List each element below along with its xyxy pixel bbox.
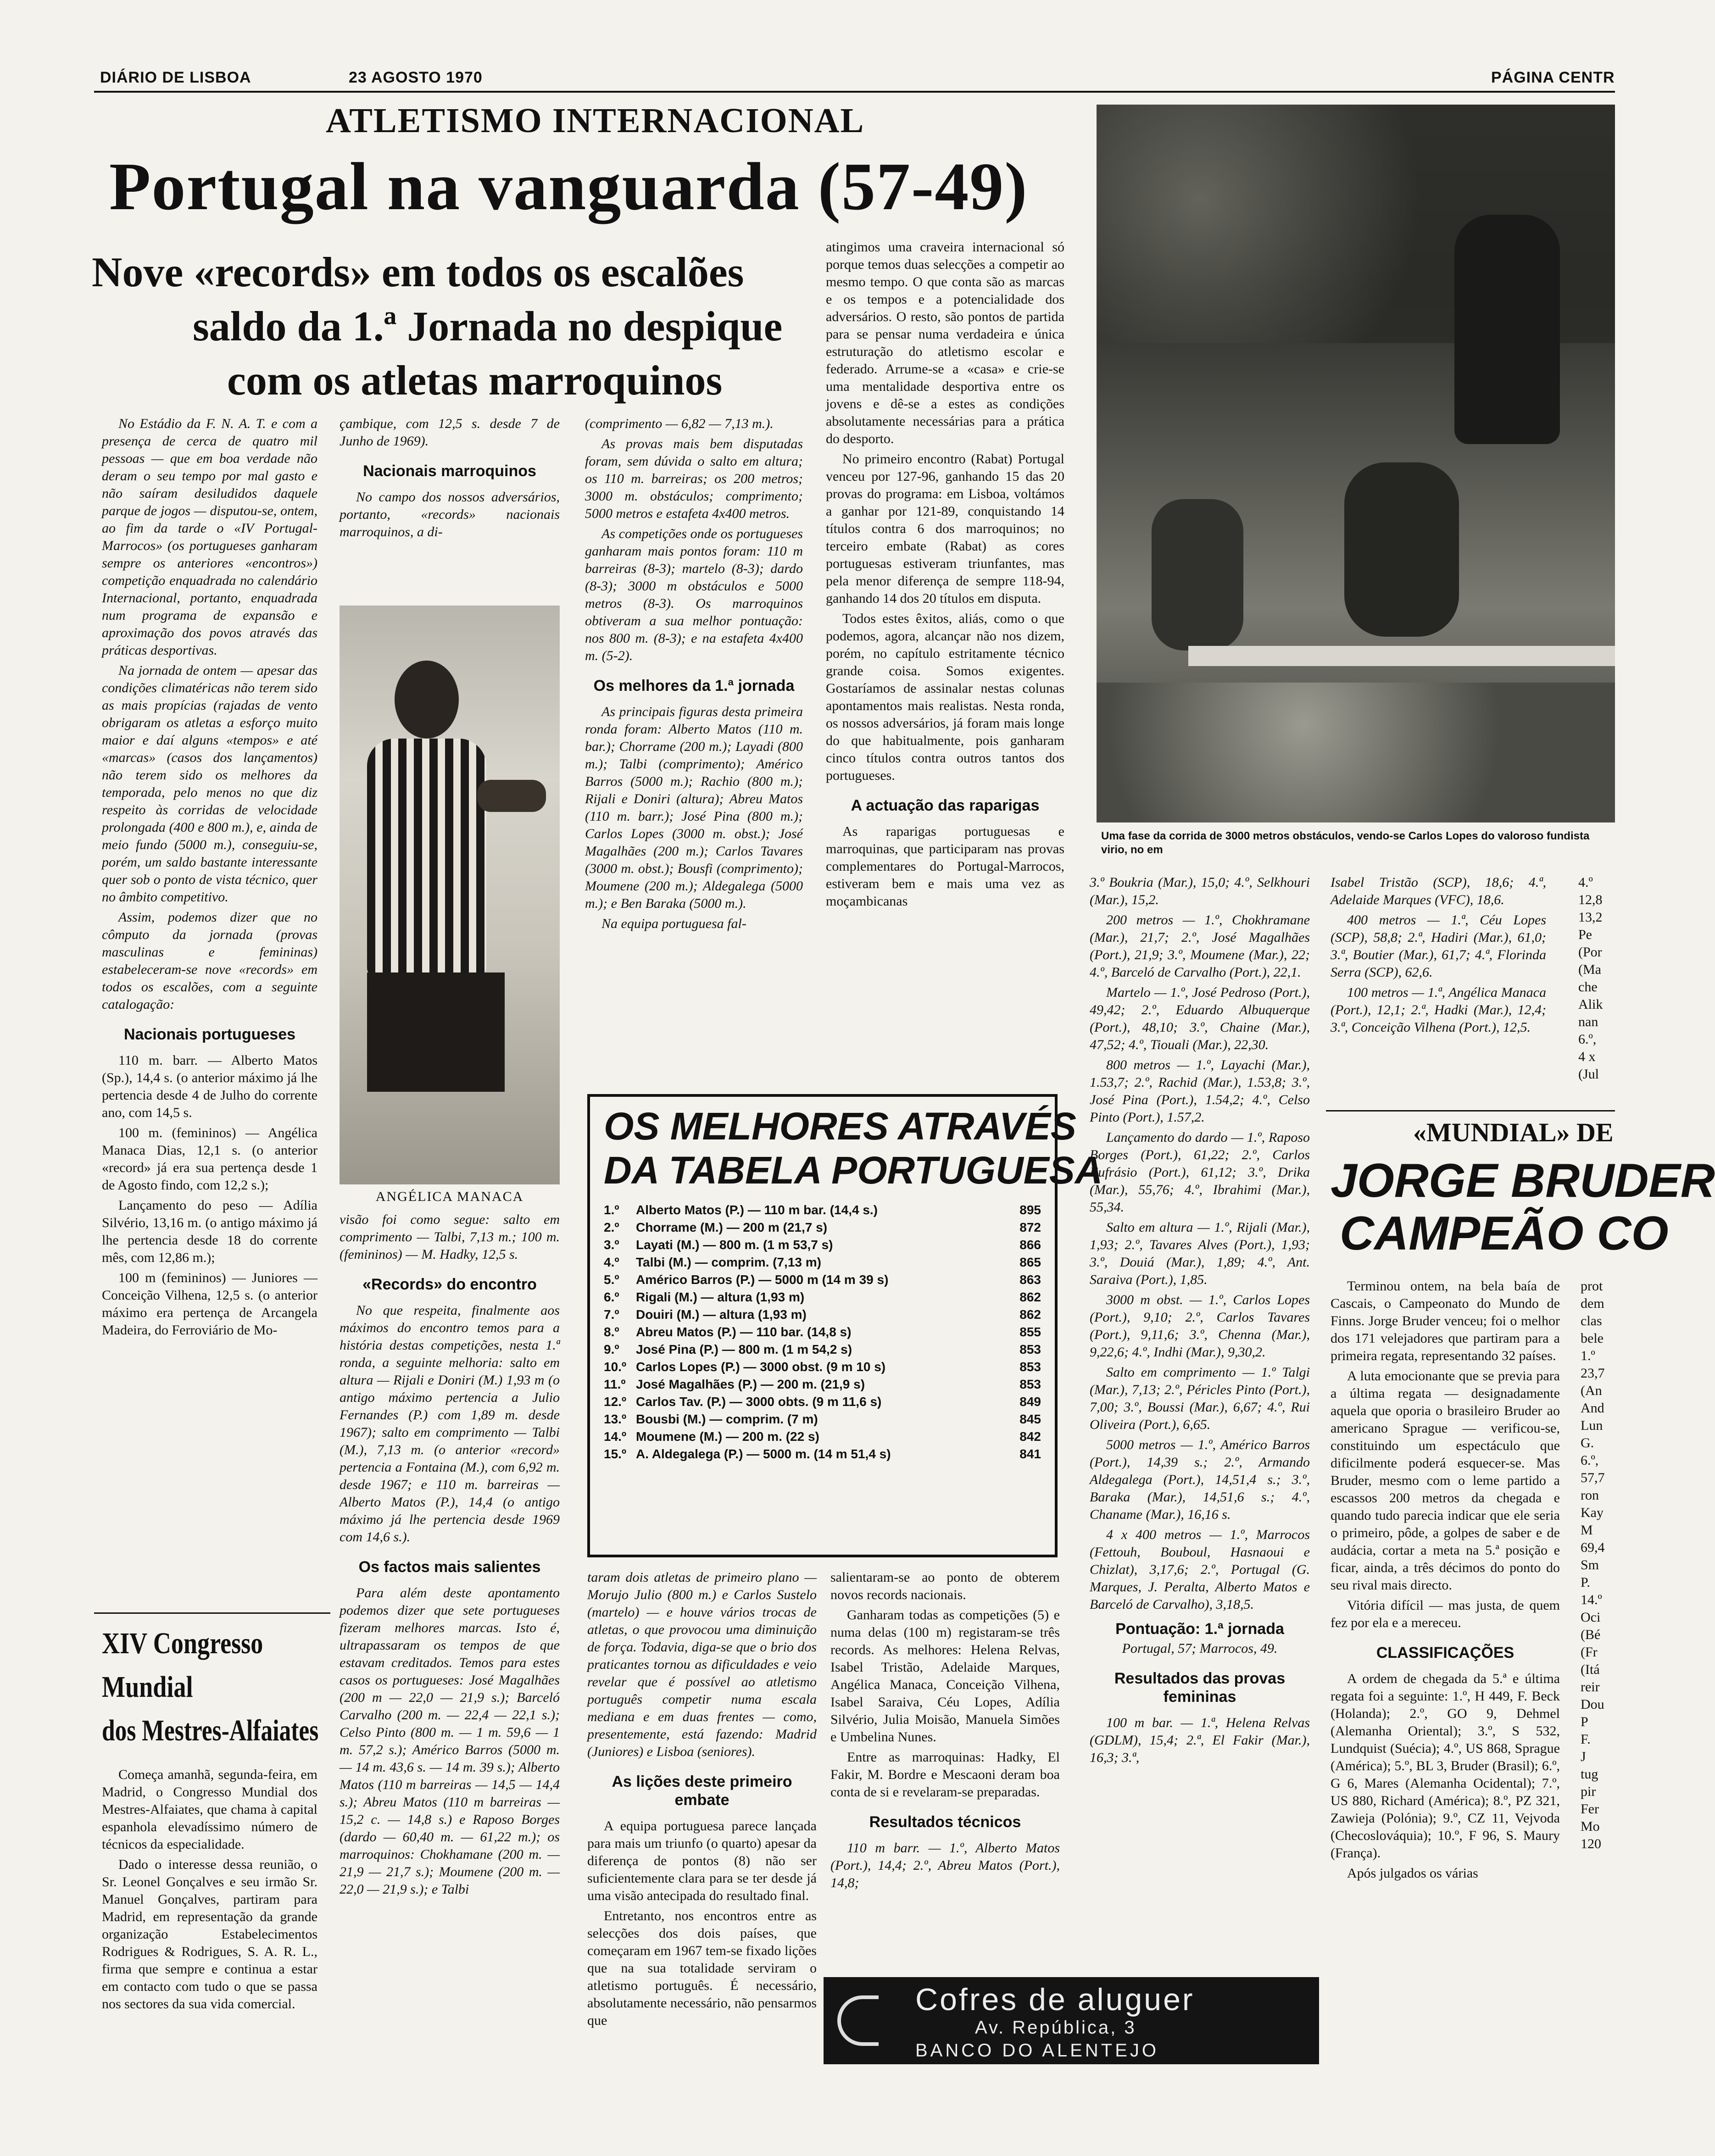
edge-text: 13,2 bbox=[1578, 910, 1603, 925]
ad-line-2: Av. República, 3 bbox=[975, 2017, 1136, 2038]
edge-text: Pe bbox=[1578, 927, 1592, 942]
subhead-factos: Os factos mais salientes bbox=[358, 1558, 541, 1576]
subhead-classificacoes: CLASSIFICAÇÕES bbox=[1376, 1644, 1515, 1661]
ranking-entry: Rigali (M.) — altura (1,93 m) bbox=[636, 1290, 805, 1304]
edge-text: 120 bbox=[1581, 1836, 1601, 1851]
paragraph: 400 metros — 1.ª, Céu Lopes (SCP), 58,8; 2.ª, Hadiri (Mar.), 61,0; 3.ª, Boutier (Mar.), 61,7; 4.ª, Florinda Serra (SCP), 62,6. bbox=[1331, 912, 1546, 980]
edge-text: Dou bbox=[1581, 1697, 1604, 1712]
subhead-records-encontro: «Records» do encontro bbox=[362, 1276, 537, 1293]
mundial-headline-1: JORGE BRUDER bbox=[1331, 1154, 1715, 1207]
mundial-headline-2: CAMPEÃO CO bbox=[1340, 1207, 1669, 1260]
ranking-position: 7.º bbox=[604, 1307, 619, 1322]
edge-text: Lun bbox=[1581, 1418, 1603, 1433]
subhead-femininas: Resultados das provas femininas bbox=[1114, 1670, 1286, 1706]
runner-shape bbox=[1344, 462, 1459, 637]
ranking-points: 862 bbox=[1019, 1307, 1041, 1322]
edge-text: dem bbox=[1581, 1296, 1604, 1311]
paragraph: çambique, com 12,5 s. desde 7 de Junho de 1969). bbox=[340, 416, 560, 449]
ranking-entry: Abreu Matos (P.) — 110 bar. (14,8 s) bbox=[636, 1325, 852, 1339]
paragraph: A ordem de chegada da 5.ª e última regata foi a seguinte: 1.º, H 449, F. Beck (Holanda); 2.º, GO 9, Dehmel (Alemanha Oriental); 3.º, S 532, Lundquist (Suécia); 4.º, US 868, Sprague (América); 5.º, BL 3, Bruder (Brasil); 6.º, G 6, Mares (Alemanha Ocidental); 7.º, US 880, Richard (América); 8.º, PZ 321, Zawieja (Polónia); 9.º, CZ 11, Vejvoda (Checoslováquia); 10.º, F 96, S. Maury (França). bbox=[1331, 1671, 1560, 1861]
edge-text: (An bbox=[1581, 1383, 1602, 1398]
edge-text: J bbox=[1581, 1749, 1586, 1764]
edge-text: clas bbox=[1581, 1313, 1602, 1328]
paragraph: Começa amanhã, segunda-feira, em Madrid, o Congresso Mundial dos Mestres-Alfaiates, que chama à capital espanhola elevadíssimo número de técnicos da especialidade. bbox=[102, 1767, 317, 1852]
runner-shape bbox=[1152, 499, 1243, 650]
ranking-entry: Bousbi (M.) — comprim. (7 m) bbox=[636, 1412, 818, 1426]
ranking-title-1: OS MELHORES ATRAVÉS bbox=[604, 1105, 1076, 1148]
ranking-row bbox=[604, 1201, 1041, 1219]
paragraph: Na equipa portuguesa fal- bbox=[601, 916, 746, 931]
column-6 bbox=[1331, 874, 1546, 1039]
paragraph: Isabel Tristão (SCP), 18,6; 4.ª, Adelaide Marques (VFC), 18,6. bbox=[1331, 875, 1546, 907]
ranking-points: 842 bbox=[1019, 1429, 1041, 1444]
paragraph: No que respeita, finalmente aos máximos do encontro temos para a história destas competições, nesta 1.ª ronda, a seguinte melhoria: salto em altura — Rijali e Doniri (M.) 1,93 m (o antigo máximo pertencia a Julio Fernandes (P.) com 1,89 m. desde 1967); salto em comprimento — Talbi (M.), 7,13 m. (o anterior «record» pertencia a Fontaina (M.), com 6,92 m. desde 1967; e 110 m. barreiras — Alberto Matos (P.), 14,4 (o antigo máximo já lhe pertencia desde 1969 com 14,6 s.). bbox=[340, 1303, 560, 1545]
article-deck-3: com os atletas marroquinos bbox=[227, 357, 723, 404]
ranking-points: 853 bbox=[1019, 1342, 1041, 1356]
paragraph: Assim, podemos dizer que no cômputo da jornada (provas masculinas e femininas) estabeleceram-se nove «records» em todos os escalões, com a seguinte catalogação: bbox=[102, 910, 317, 1012]
paragraph: taram dois atletas de primeiro plano — Morujo Julio (800 m.) e Carlos Sustelo (martelo) — e houve vários trocas de atletas, o que provocou uma diminuição de força. Todavia, diga-se que o brio dos praticantes tornou as dificuldades e veio revelar que é possível ao atletismo português competir numa escala mediana e em duas frentes — como, presentemente, está fazendo: Madrid (Juniores) e Lisboa (seniores). bbox=[587, 1570, 817, 1759]
paragraph: Martelo — 1.º, José Pedroso (Port.), 49,42; 2.º, Eduardo Albuquerque (Port.), 48,10; 3.º, Chaine (Mar.), 47,52; 4.º, Tiouali (Mar.), 22,30. bbox=[1090, 985, 1310, 1052]
subhead-nacionais-portugueses: Nacionais portugueses bbox=[123, 1026, 296, 1043]
edge-text: Fer bbox=[1581, 1801, 1599, 1817]
paragraph: As principais figuras desta primeira ronda foram: Alberto Matos (110 m. bar.); Chorrame (200 m.); Layadi (800 m.); Talbi (comprimento); Américo Barros (5000 m.); Rachio (800 m.); Rijali e Doniri (altura); Abreu Matos (110 m. barr.); José Pina (800 m.); Carlos Lopes (3000 m. obst.); José Magalhães (200 m.); Carlos Tavares (3000 m. obst.); Bousfi (comprimento); Moumene (200 m.); Aldegalega (5000 m.); e Ben Baraka (5000 m.). bbox=[585, 704, 803, 911]
paragraph: 200 metros — 1.º, Chokhramane (Mar.), 21,7; 2.º, José Magalhães (Port.), 21,9; 3.º, Moumene (Mar.), 22; 4.º, Barceló de Carvalho (Port.), 22,1. bbox=[1090, 912, 1310, 980]
athlete-head bbox=[395, 661, 459, 739]
paragraph: 110 m. barr. — Alberto Matos (Sp.), 14,4 s. (o anterior máximo já lhe pertencia desde 4 de Julho do corrente ano, com 14,5 s. bbox=[102, 1053, 317, 1120]
steeplechase-photo-caption: Uma fase da corrida de 3000 metros obstáculos, vendo-se Carlos Lopes do valoroso fundista virio, no em bbox=[1101, 830, 1590, 856]
column-2 bbox=[340, 415, 560, 544]
edge-text: F. bbox=[1581, 1732, 1591, 1747]
column-3 bbox=[585, 415, 803, 935]
ranking-points: 845 bbox=[1019, 1412, 1041, 1426]
article-deck-1: Nove «records» em todos os escalões bbox=[92, 249, 744, 295]
ranking-position: 3.º bbox=[604, 1238, 619, 1252]
edge-text: P bbox=[1581, 1714, 1588, 1729]
edge-text: ron bbox=[1581, 1488, 1599, 1503]
edge-text: M bbox=[1581, 1523, 1593, 1538]
ranking-entry: Layati (M.) — 800 m. (1 m 53,7 s) bbox=[636, 1238, 833, 1252]
paragraph: 3000 m obst. — 1.º, Carlos Lopes (Port.), 9,10; 2.º, Carlos Tavares (Port.), 9,11,6; 3.º, Chenna (Mar.), 9,22,6; 4.º, Indhi (Mar.), 9,30,2. bbox=[1090, 1292, 1310, 1360]
athlete-photo bbox=[340, 606, 560, 1184]
edge-text: 14.º bbox=[1581, 1592, 1602, 1607]
ranking-points: 841 bbox=[1019, 1447, 1041, 1461]
mundial-rule bbox=[1326, 1110, 1615, 1111]
page-section: PÁGINA CENTR bbox=[1491, 69, 1615, 86]
paragraph: A luta emocionante que se previa para a última regata — designadamente aquela que oporia o brasileiro Bruder ao americano Sprague — verificou-se, constituindo um espectáculo que dificilmente poderá esquecer-se. Mas Bruder, mesmo com o leme partido a escassos 200 metros da chegada e quando tudo parecia indicar que ele seria o primeiro, pôde, a golpes de saber e de audácia, cortar a meta na 5.ª posição e ficar, ainda, a três décimos do ponto do seu rival mais directo. bbox=[1331, 1368, 1560, 1593]
paragraph: Após julgados os várias bbox=[1347, 1866, 1478, 1881]
ranking-row bbox=[604, 1445, 1041, 1463]
ranking-row bbox=[604, 1376, 1041, 1393]
paragraph: Ganharam todas as competições (5) e numa delas (100 m) registaram-se três records. As melhores: Helena Relvas, Isabel Tristão, Adelaide Marques, Angélica Manaca, Conceição Vilhena, Isabel Saraiva, Céu Lopes, Adília Silvério, Julia Moisão, Manuela Simões e Umbelina Nunes. bbox=[830, 1607, 1060, 1745]
ranking-points: 862 bbox=[1019, 1290, 1041, 1304]
ranking-points: 866 bbox=[1019, 1238, 1041, 1252]
paragraph: Na jornada de ontem — apesar das condições climatéricas não terem sido as mais propícias (rajadas de vento obrigaram os atletas a esforço muito maior e daí alguns «tempos» e até «marcas» (casos dos lançamentos) não terem sido os melhores da temporada, pelo menos no que diz respeito às corridas de velocidade prolongada (400 e 800 m.), e, ainda de meio fundo (5000 m.), conseguiu-se, porém, um saldo bastante interessante quer sob o ponto de vista técnico, quer no âmbito competitivo. bbox=[102, 663, 317, 905]
mundial-column bbox=[1331, 1278, 1560, 1885]
ranking-position: 8.º bbox=[604, 1325, 619, 1339]
ranking-row bbox=[604, 1254, 1041, 1271]
edge-text: nan bbox=[1578, 1014, 1598, 1029]
ranking-position: 13.º bbox=[604, 1412, 627, 1426]
edge-text: Sm bbox=[1581, 1557, 1599, 1573]
ranking-points: 853 bbox=[1019, 1360, 1041, 1374]
paragraph: 100 m bar. — 1.ª, Helena Relvas (GDLM), 15,4; 2.ª, El Fakir (Mar.), 16,3; 3.ª, bbox=[1090, 1715, 1310, 1765]
athlete-arm bbox=[477, 780, 546, 812]
ranking-position: 2.º bbox=[604, 1220, 619, 1234]
edge-text: (Fr bbox=[1581, 1645, 1598, 1660]
athlete-skirt bbox=[367, 972, 505, 1092]
edge-text: tug bbox=[1581, 1767, 1598, 1782]
ranking-points: 895 bbox=[1019, 1203, 1041, 1217]
ranking-entry: José Magalhães (P.) — 200 m. (21,9 s) bbox=[636, 1377, 865, 1391]
header-rule bbox=[94, 91, 1615, 93]
ranking-row bbox=[604, 1393, 1041, 1411]
ranking-points: 865 bbox=[1019, 1255, 1041, 1269]
paragraph: As competições onde os portugueses ganharam mais pontos foram: 110 m barreiras (8-3); martelo (8-3); dardo (8-3); 3000 m obstáculos e 5000 metros (8-3). Os marroquinos obtiveram a sua melhor pontuação: nos 800 m. (8-3); e na estafeta 4x400 m. (5-2). bbox=[585, 526, 803, 663]
paragraph: Lançamento do peso — Adília Silvério, 13,16 m. (o antigo máximo já lhe pertencia desde 18 do corrente mês, com 12,86 m.); bbox=[102, 1198, 317, 1265]
paragraph: Portugal, 57; Marrocos, 49. bbox=[1122, 1641, 1278, 1656]
xiv-box-rule bbox=[94, 1612, 330, 1614]
ranking-row bbox=[604, 1236, 1041, 1254]
issue-date: 23 AGOSTO 1970 bbox=[349, 69, 483, 86]
ranking-row bbox=[604, 1341, 1041, 1358]
edge-fragments-top bbox=[1578, 874, 1615, 1083]
ranking-points: 863 bbox=[1019, 1272, 1041, 1287]
ad-line-1: Cofres de aluguer bbox=[915, 1982, 1195, 2017]
paragraph: 4 x 400 metros — 1.º, Marrocos (Fettouh, Bouboul, Hasnaoui e Chizlat), 3,17,6; 2.º, Portugal (G. Marques, J. Peralta, Alberto Matos e Barceló de Carvalho), 3,18,5. bbox=[1090, 1527, 1310, 1612]
ranking-points: 855 bbox=[1019, 1325, 1041, 1339]
column-4-lower bbox=[830, 1569, 1060, 1895]
edge-text: (Ma bbox=[1578, 962, 1601, 977]
article-headline: Portugal na vanguarda (57-49) bbox=[109, 149, 1028, 224]
paragraph: As provas mais bem disputadas foram, sem dúvida o salto em altura; os 110 m. barreiras; os 200 metros; 3000 m. obstáculos; comprimento; 5000 metros e estafeta 4x400 metros. bbox=[585, 436, 803, 521]
edge-text: pir bbox=[1581, 1784, 1596, 1799]
paragraph: Terminou ontem, na bela baía de Cascais, o Campeonato do Mundo de Finns. Jorge Bruder venceu; foi o melhor dos 171 velejadores que partiram para a primeira regata, representando 32 países. bbox=[1331, 1278, 1560, 1363]
ranking-entry: A. Aldegalega (P.) — 5000 m. (14 m 51,4 s) bbox=[636, 1447, 891, 1461]
ranking-entry: Carlos Tav. (P.) — 3000 obts. (9 m 11,6 s) bbox=[636, 1395, 882, 1409]
ranking-position: 4.º bbox=[604, 1255, 619, 1269]
edge-text: Kay bbox=[1581, 1505, 1604, 1520]
ranking-entry: Carlos Lopes (P.) — 3000 obst. (9 m 10 s) bbox=[636, 1360, 886, 1374]
edge-text: (Itá bbox=[1581, 1662, 1600, 1677]
ranking-entry: Douiri (M.) — altura (1,93 m) bbox=[636, 1307, 807, 1322]
column-2-continued bbox=[340, 1211, 560, 1901]
ranking-row bbox=[604, 1306, 1041, 1323]
ranking-box bbox=[587, 1094, 1103, 1557]
paragraph: A equipa portuguesa parece lançada para mais um triunfo (o quarto) apesar da diferença de pontos (8) não ser suficientemente clara para se ter desde já uma visão antecipada do resultado final. bbox=[587, 1818, 817, 1903]
edge-text: Alik bbox=[1578, 997, 1603, 1012]
edge-text: (Por bbox=[1578, 945, 1602, 960]
edge-text: 6.º, bbox=[1581, 1453, 1599, 1468]
paragraph: Salto em altura — 1.º, Rijali (Mar.), 1,93; 2.º, Tavares Alves (Port.), 1,93; 3.º, Douiá (Mar.), 1,89; 4.º, Ant. Saraiva (Port.), 1,85. bbox=[1090, 1220, 1310, 1287]
edge-text: (Bé bbox=[1581, 1627, 1601, 1642]
ranking-row bbox=[604, 1219, 1041, 1236]
xiv-title-1: XIV Congresso bbox=[102, 1627, 263, 1660]
subhead-melhores: Os melhores da 1.ª jornada bbox=[593, 677, 795, 695]
ranking-title-2: DA TABELA PORTUGUESA bbox=[604, 1149, 1103, 1192]
ranking-entry: Américo Barros (P.) — 5000 m (14 m 39 s) bbox=[636, 1272, 889, 1287]
edge-text: che bbox=[1578, 979, 1598, 995]
ranking-position: 9.º bbox=[604, 1342, 619, 1356]
ranking-entry: Talbi (M.) — comprim. (7,13 m) bbox=[636, 1255, 821, 1269]
ranking-row bbox=[604, 1358, 1041, 1376]
ranking-row bbox=[604, 1411, 1041, 1428]
ranking-position: 12.º bbox=[604, 1395, 627, 1409]
ranking-position: 10.º bbox=[604, 1360, 627, 1374]
ranking-table bbox=[604, 1201, 1041, 1463]
edge-text: 57,7 bbox=[1581, 1470, 1605, 1485]
photo-caption-angelica: ANGÉLICA MANACA bbox=[375, 1189, 524, 1204]
bank-logo-icon bbox=[837, 1995, 879, 2046]
ranking-entry: Moumene (M.) — 200 m. (22 s) bbox=[636, 1429, 819, 1444]
edge-text: G. bbox=[1581, 1435, 1594, 1450]
ranking-entry: Chorrame (M.) — 200 m (21,7 s) bbox=[636, 1220, 828, 1234]
paragraph: No primeiro encontro (Rabat) Portugal venceu por 127-96, ganhando 15 das 20 provas do programa: em Lisboa, voltámos a ganhar por 121-89, conquistando 14 títulos contra 6 dos marroquinos; no terceiro embate (Rabat) as cores portuguesas estiveram triunfantes, mas pela menor diferença de sempre 118-94, ganhando 14 dos 20 títulos em disputa. bbox=[826, 451, 1064, 606]
paragraph: salientaram-se ao ponto de obterem novos records nacionais. bbox=[830, 1570, 1060, 1602]
ranking-entry: José Pina (P.) — 800 m. (1 m 54,2 s) bbox=[636, 1342, 852, 1356]
edge-text: reir bbox=[1581, 1679, 1600, 1695]
ranking-position: 15.º bbox=[604, 1447, 627, 1461]
ad-line-3: BANCO DO ALENTEJO bbox=[915, 2040, 1159, 2061]
paragraph: Para além deste apontamento podemos dizer que sete portugueses fizeram melhores marcas. Isto é, ultrapassaram os tempos de que estavam creditados. Temos para estes casos os portugueses: José Magalhães (200 m — 22,0 — 21,9 s.); Barceló Carvalho (200 m. — 22,4 — 22,1 s.); Celso Pinto (800 m. — 1 m. 59,6 — 1 m. 57,2 s.); Américo Barros (5000 m. — 14 m. 43,6 s. — 14 m. 39 s.); Alberto Matos (110 m barreiras — 14,5 — 14,4 s.); Abreu Matos (110 m barreiras — 15,2 c. — 14,8 s.) e Raposo Borges (dardo — 60,40 m. — 61,22 m.); os marroquinos: Chokhamane (200 m. — 21,9 — 21,7 s.); Moumene (200 m. — 22,0 — 21,9 s.); e Talbi bbox=[340, 1585, 560, 1897]
paragraph: Salto em comprimento — 1.º Talgi (Mar.), 7,13; 2.º, Péricles Pinto (Port.), 7,00; 3.º, Boussi (Mar.), 6,67; 4.º, Rui Oliveira (Port.), 6,65. bbox=[1090, 1365, 1310, 1432]
paragraph: 100 m. (femininos) — Angélica Manaca Dias, 12,1 s. (o anterior «record» já era sua pertença desde 1 de Agosto findo, com 12,2 s.); bbox=[102, 1125, 317, 1193]
subhead-nacionais-marroquinos: Nacionais marroquinos bbox=[363, 462, 536, 480]
edge-text: 4.º bbox=[1578, 875, 1593, 890]
paragraph: As raparigas portuguesas e marroquinas, que participaram nas provas complementares do Portugal-Marrocos, estiveram bem e mais uma vez as moçambicanas bbox=[826, 824, 1064, 909]
column-4 bbox=[826, 239, 1064, 913]
ranking-points: 853 bbox=[1019, 1377, 1041, 1391]
bank-advertisement bbox=[824, 1977, 1319, 2064]
edge-text: 69,4 bbox=[1581, 1540, 1605, 1555]
mundial-kicker: «MUNDIAL» DE bbox=[1413, 1117, 1614, 1147]
xiv-title-2: Mundial bbox=[102, 1670, 193, 1704]
edge-text: And bbox=[1581, 1400, 1604, 1416]
edge-text: 23,7 bbox=[1581, 1366, 1605, 1381]
ranking-position: 6.º bbox=[604, 1290, 619, 1304]
edge-text: prot bbox=[1581, 1278, 1603, 1294]
ranking-position: 5.º bbox=[604, 1272, 619, 1287]
edge-text: 12,8 bbox=[1578, 892, 1603, 907]
subhead-raparigas: A actuação das raparigas bbox=[851, 797, 1040, 814]
xiv-column bbox=[102, 1766, 317, 2016]
subhead-licoes: As lições deste primeiro embate bbox=[612, 1773, 792, 1809]
paragraph: 100 metros — 1.ª, Angélica Manaca (Port.), 12,1; 2.ª, Hadki (Mar.), 12,4; 3.ª, Conceição Vilhena (Port.), 12,5. bbox=[1331, 985, 1546, 1035]
ranking-row bbox=[604, 1289, 1041, 1306]
paragraph: 110 m barr. — 1.º, Alberto Matos (Port.), 14,4; 2.º, Abreu Matos (Port.), 14,8; bbox=[830, 1840, 1060, 1890]
steeplechase-photo bbox=[1097, 105, 1615, 822]
paragraph: 5000 metros — 1.º, Américo Barros (Port.), 14,39 s.; 2.º, Armando Aldegalega (Port.), 14,51,4 s.; 3.º, Baraka (Mar.), 14,51,6 s.; 4.º, Chaname (Mar.), 16,16 s. bbox=[1090, 1437, 1310, 1522]
edge-text: 1.º bbox=[1581, 1348, 1595, 1363]
subhead-pontuacao: Pontuação: 1.ª jornada bbox=[1115, 1620, 1284, 1638]
paragraph: Lançamento do dardo — 1.º, Raposo Borges (Port.), 61,22; 2.º, Carlos Eufrásio (Port.), 61,12; 3.º, Drika (Mar.), 55,76; 4.º, Ibrahimi (Mar.), 55,34. bbox=[1090, 1130, 1310, 1215]
paragraph: Entre as marroquinas: Hadky, El Fakir, M. Bordre e Mescaoni deram boa conta de si e revelaram-se preparadas. bbox=[830, 1750, 1060, 1800]
steeplechase-barrier bbox=[1188, 646, 1615, 666]
paragraph: No Estádio da F. N. A. T. e com a presença de cerca de quatro mil pessoas — que em boa verdade não deram o seu tempo por mal gasto e não saíram desiludidos daquele parque de jogos — disputou-se, ontem, ao fim da tarde o «IV Portugal-Marrocos» (os portugueses ganharam sempre os anteriores «encontros») competição enquadrada no calendário Internacional, portanto, enquadrada num programa de expansão e aproximação dos povos através das práticas desportivas. bbox=[102, 416, 317, 658]
ranking-points: 872 bbox=[1019, 1220, 1041, 1234]
water-pit bbox=[1097, 683, 1615, 822]
ranking-entry: Alberto Matos (P.) — 110 m bar. (14,4 s.) bbox=[636, 1203, 878, 1217]
paragraph: (comprimento — 6,82 — 7,13 m.). bbox=[585, 416, 774, 431]
paragraph: 100 m (femininos) — Juniores — Conceição Vilhena, 12,5 s. (o anterior máximo era pertença de Arcangela Madeira, do Ferroviário de Mo- bbox=[102, 1270, 317, 1338]
edge-fragments-bottom bbox=[1581, 1278, 1615, 1853]
column-1 bbox=[102, 415, 317, 1342]
paragraph: Dado o interesse dessa reunião, o Sr. Leonel Gonçalves e seu irmão Sr. Manuel Gonçalves, partiram para Madrid, em representação da grande organização Estabelecimentos Rodrigues & Rodrigues, S. A. R. L., firma que sempre e continua a estar em contacto com tudo o que se passa nos sectores da sua vida comercial. bbox=[102, 1857, 317, 2012]
ranking-row bbox=[604, 1323, 1041, 1341]
edge-text: Oci bbox=[1581, 1610, 1601, 1625]
ranking-row bbox=[604, 1428, 1041, 1445]
edge-text: 4 x bbox=[1578, 1049, 1596, 1064]
paragraph: No campo dos nossos adversários, portanto, «records» nacionais marroquinos, a di- bbox=[340, 489, 560, 539]
edge-text: 6.º, bbox=[1578, 1032, 1597, 1047]
ranking-position: 11.º bbox=[604, 1377, 626, 1391]
article-kicker: ATLETISMO INTERNACIONAL bbox=[326, 101, 865, 140]
paragraph: 800 metros — 1.º, Layachi (Mar.), 1.53,7; 2.º, Rachid (Mar.), 1.53,8; 3.º, José Pina (Port.), 1.54,2; 4.º, Celso Pinto (Port.), 1.57,2. bbox=[1090, 1057, 1310, 1125]
subhead-resultados: Resultados técnicos bbox=[869, 1813, 1021, 1831]
paragraph: Entretanto, nos encontros entre as selecções dos dois países, que começaram em 1967 tem-se fixado lições que na sua totalidade serviram o atletismo português. É necessário, absolutamente necessário, não pensarmos que bbox=[587, 1908, 817, 2028]
article-deck-2: saldo da 1.ª Jornada no despique bbox=[193, 303, 783, 350]
newspaper-name: DIÁRIO DE LISBOA bbox=[100, 69, 251, 86]
paragraph: visão foi como segue: salto em comprimento — Talbi, 7,13 m.; 100 m. (femininos) — M. Hadky, 12,5 s. bbox=[340, 1212, 560, 1262]
ranking-points: 849 bbox=[1019, 1395, 1041, 1409]
ranking-row bbox=[604, 1271, 1041, 1289]
runner-shape bbox=[1454, 215, 1560, 444]
paragraph: Vitória difícil — mas justa, de quem fez por ela e a mereceu. bbox=[1331, 1598, 1560, 1630]
paragraph: 3.º Boukria (Mar.), 15,0; 4.º, Selkhouri (Mar.), 15,2. bbox=[1090, 875, 1310, 907]
athlete-body bbox=[367, 739, 486, 977]
column-5 bbox=[1090, 874, 1310, 1769]
edge-text: (Jul bbox=[1578, 1067, 1599, 1082]
ranking-position: 1.º bbox=[604, 1203, 619, 1217]
edge-text: bele bbox=[1581, 1331, 1604, 1346]
edge-text: Mo bbox=[1581, 1819, 1600, 1834]
paragraph: atingimos uma craveira internacional só porque temos duas selecções a competir ao mesmo tempo. O que conta são as marcas e os tempos e a potencialidade dos adversários. O resto, são pontos de partida para se pensar numa verdadeira e única estruturação do atletismo escolar e federado. Arrume-se a «casa» e crie-se uma mentalidade desportiva entre os jovens e dê-se a estes as condições absolutamente necessárias para a prática do desporto. bbox=[826, 239, 1064, 446]
column-3-lower bbox=[587, 1569, 817, 2032]
edge-text: P. bbox=[1581, 1575, 1590, 1590]
ranking-position: 14.º bbox=[604, 1429, 627, 1444]
paragraph: Todos estes êxitos, aliás, como o que podemos, agora, alcançar não nos dizem, porém, no capítulo estritamente técnico grande coisa. Somos exigentes. Gostaríamos de assinalar nestas colunas apontamentos mais realistas. Nesta ronda, os nossos adversários, já foram mais longe do que habitualmente, pois ganharam cinco títulos contra outros tantos dos portugueses. bbox=[826, 611, 1064, 783]
xiv-title-3: dos Mestres-Alfaiates bbox=[102, 1714, 319, 1747]
